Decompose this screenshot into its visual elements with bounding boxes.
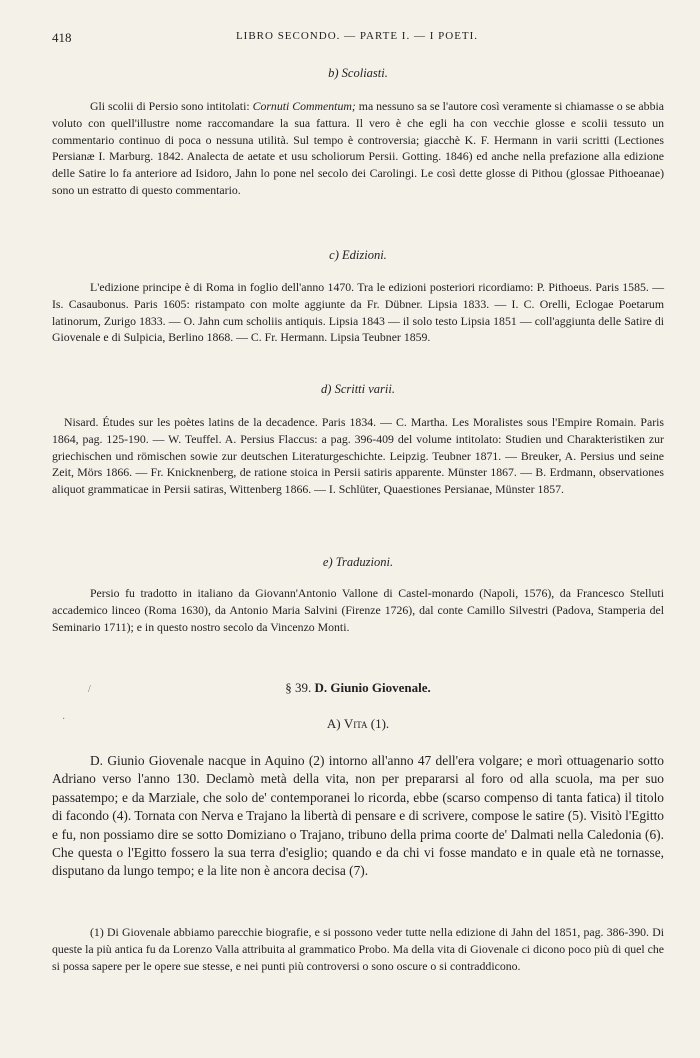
section-traduzioni-body [52, 585, 664, 635]
vita-note-ref: (1). [370, 716, 390, 731]
section-edizioni-heading [52, 248, 664, 263]
heading-letter: c) [329, 248, 339, 262]
footnote-text: (1) Di Giovenale abbiamo parecchie biografie, e si possono veder tutte nella edizione di Jahn del 1851, pag. 386-390. Di queste la più antica fu da Lorenzo Valla attribuita al grammatico Probo. Ma della vita di Giovenale ci dicono poco più di quel che si possa sapere per le opere sue stesse, e nei punti più controversi o sono oscure o si contraddicono. [52, 925, 664, 973]
paragraph-text: Nisard. Études sur les poètes latins de la decadence. Paris 1834. — C. Martha. Les Moralistes sous l'Empire Romain. Paris 1864, pag. 125-190. — W. Teuffel. A. Persius Flaccus: a pag. 396-409 del volume intitolato: Studien und Charakteristiken zur griechischen und römischen sowie zur deutschen Literaturgeschichte. Leipzig. Teubner 1871. — Breuker, A. Persius und seine Zeit, Mörs 1866. — Fr. Knicknenberg, de ratione stoica in Persii satiris apparente. Münster 1867. — B. Erdmann, observationes aliquot grammaticae in Persii satiras, Wittenberg 1866. — I. Schlüter, Quaestiones Persianae, Münster 1857. [52, 415, 664, 497]
section-scritti-heading [52, 382, 664, 397]
heading-title: Traduzioni. [335, 555, 394, 569]
paragraph-text: ma nessuno sa se l'autore così veramente si chiamasse o se abbia voluto con quell'illustre nome raccomandare la sua fattura. Il vero è che egli ha con vecchie glosse e scolii tessuto un commentario continuo di poca o nessuna utilità. Sul tempo è controversia; giacchè K. F. Hermann in varii scritti (Lectiones Persianæ I. Marburg. 1842. Analecta de aetate et usu scholiorum Persii. Gotting. 1846) ed anche nella prefazione alla edizione delle Satire lo fa anteriore ad Isidoro, Jahn lo pone nel secolo dei Carolingi. Le così dette glosse di Pithou (glossae Pithoeanae) sono un estratto di questo commentario. [52, 99, 664, 197]
margin-mark: · [62, 714, 66, 725]
paragraph-text: Gli scolii di Persio sono intitolati: [90, 99, 253, 113]
section-scritti-body [52, 414, 664, 498]
main-text [52, 752, 664, 881]
heading-title: Edizioni. [342, 248, 387, 262]
section-traduzioni-heading [52, 555, 664, 570]
running-title: LIBRO SECONDO. — PARTE I. — I POETI. [235, 30, 479, 42]
paragraph-text: D. Giunio Giovenale nacque in Aquino (2) intorno all'anno 47 dell'era volgare; e morì ottuagenario sotto Adriano verso l'anno 130. Declamò metà della vita, non per prepararsi al foro od alla scuola, ma per suo passatempo; e da Marziale, che solo de' contemporanei lo ricorda, ebbe (scarso compenso di tanta fatica) il titolo di facondo (4). Tornata con Nerva e Trajano la libertà di pensare e di scrivere, compose le satire (5). Visitò l'Egitto e fu, non possiamo dire se sotto Domiziano o Trajano, tribuno della prima coorte de' Dalmati nella Caledonia (6). Che questa o l'Egitto fossero la sua terra d'esiglio; quando e da chi vi fosse mandato e in quale età ne tornasse, disputano da lungo tempo; e la lite non è ancora decisa (7). [52, 753, 664, 879]
heading-letter: d) [321, 382, 332, 396]
page-number: 418 [52, 30, 72, 45]
paragraph-text: L'edizione principe è di Roma in foglio dell'anno 1470. Tra le edizioni posteriori ricordiamo: P. Pithoeus. Paris 1585. — Is. Casaubonus. Paris 1605: ristampato con molte aggiunte da Fr. Dübner. Lipsia 1833. — I. C. Orelli, Eclogae Poetarum latinorum, Zurigo 1833. — O. Jahn cum scholiis antiquis. Lipsia 1843 — il solo testo Lipsia 1851 — coll'aggiunta delle Satire di Giovenale e di Sulpicia, Berlino 1868. — C. Fr. Hermann. Lipsia Teubner 1859. [52, 280, 664, 345]
heading-letter: e) [322, 555, 333, 569]
cornuti-commentum-title: Cornuti Commentum; [252, 99, 356, 113]
heading-title: Scoliasti. [341, 66, 388, 80]
vita-title: Vita [343, 716, 368, 731]
section-edizioni-body [52, 279, 664, 346]
section-sign: § 39. [285, 680, 312, 695]
vita-letter: A) [326, 716, 341, 731]
heading-letter: b) [328, 66, 339, 80]
footnote [52, 924, 664, 975]
paragraph-text: Persio fu tradotto in italiano da Giovann'Antonio Vallone di Castel-monardo (Napoli, 1576), da Francesco Stelluti accademico linceo (Roma 1630), da Antonio Maria Salvini (Firenze 1726), dal conte Camillo Silvestri (Padova, Stamperia del Seminario 1711); e in questo nostro secolo da Vincenzo Monti. [52, 586, 664, 634]
running-header [52, 30, 662, 46]
vita-heading [52, 716, 664, 732]
chapter-title: D. Giunio Giovenale. [314, 680, 431, 695]
section-scoliasti-body [52, 98, 664, 199]
margin-mark: / [88, 684, 91, 695]
chapter-heading [52, 680, 664, 696]
heading-title: Scritti varii. [334, 382, 395, 396]
section-scoliasti-heading [52, 66, 664, 81]
